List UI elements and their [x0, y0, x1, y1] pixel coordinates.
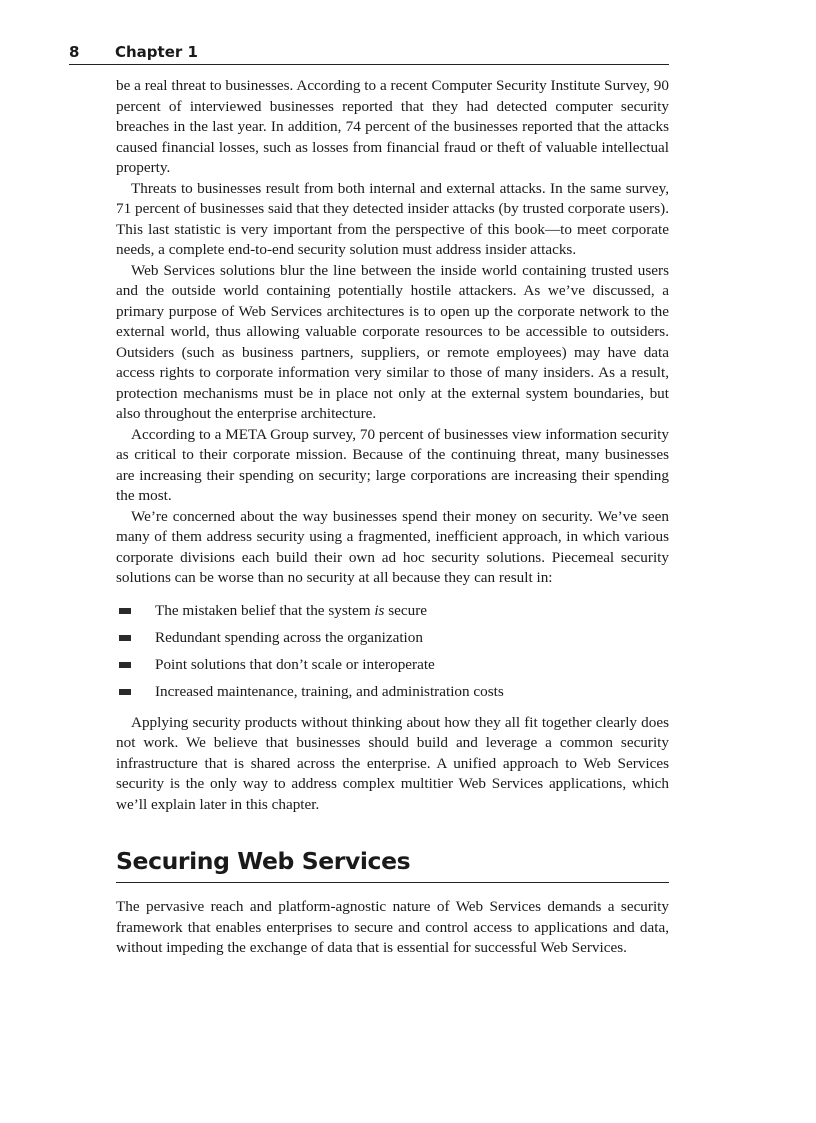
list-item [116, 678, 669, 705]
running-head [69, 42, 669, 65]
square-bullet-icon [119, 608, 131, 614]
page-number: 8 [69, 43, 80, 61]
list-item-text: Point solutions that don’t scale or interoperate [155, 655, 435, 673]
body-text [116, 76, 669, 959]
paragraph: Applying security products without thinking about how they all fit together clearly does not work. We believe that businesses should build and leverage a common security infrastructure that is shared across the enterprise. A unified approach to Web Services security is the only way to address complex multitier Web Services applications, which we’ll explain later in this chapter. [116, 713, 669, 813]
section-heading: Securing Web Services [116, 846, 669, 883]
paragraph: We’re concerned about the way businesses spend their money on security. We’ve seen many of them address security using a fragmented, inefficient approach, in which various corporate divisions each build their own ad hoc security solutions. Piecemeal security solutions can be worse than no security at all because they can result in: [116, 507, 669, 586]
list-item-text: secure [384, 601, 428, 619]
paragraph: According to a META Group survey, 70 percent of businesses view information security as critical to their corporate mission. Because of the continuing threat, many businesses are increasing their spending on security; large corporations are increasing their spending the most. [116, 425, 669, 504]
list-item-text: Increased maintenance, training, and administration costs [155, 682, 504, 700]
bullet-list [116, 597, 669, 705]
list-item-text: Redundant spending across the organization [155, 628, 423, 646]
list-item-emphasis: is [374, 601, 385, 619]
list-item [116, 597, 669, 624]
square-bullet-icon [119, 635, 131, 641]
paragraph: Web Services solutions blur the line between the inside world containing trusted users and the outside world containing potentially hostile attackers. As we’ve discussed, a primary purpose of Web Services architectures is to open up the corporate network to the external world, thus allowing valuable corporate resources to be accessible to outsiders. Outsiders (such as business partners, suppliers, or remote employees) may have data access rights to corporate information very similar to those of many insiders. As a result, protection mechanisms must be in place not only at the external system boundaries, but also throughout the enterprise architecture. [116, 261, 669, 422]
square-bullet-icon [119, 662, 131, 668]
paragraph: be a real threat to businesses. According to a recent Computer Security Institute Survey, 90 percent of interviewed businesses reported that they had detected computer security breaches in the last year. In addition, 74 percent of the businesses reported that the attacks caused financial losses, such as losses from financial fraud or theft of valuable intellectual property. [116, 77, 669, 176]
list-item-text: The mistaken belief that the system [155, 601, 375, 619]
chapter-title: Chapter 1 [115, 43, 198, 61]
paragraph: Threats to businesses result from both internal and external attacks. In the same survey, 71 percent of businesses said that they detected insider attacks (by trusted corporate users). This last statistic is very important from the perspective of this book—to meet corporate needs, a complete end-to-end security solution must address insider attacks. [116, 179, 669, 258]
square-bullet-icon [119, 689, 131, 695]
paragraph: The pervasive reach and platform-agnostic nature of Web Services demands a security framework that enables enterprises to secure and control access to applications and data, without impeding the exchange of data that is essential for successful Web Services. [116, 898, 669, 956]
list-item [116, 651, 669, 678]
list-item [116, 624, 669, 651]
